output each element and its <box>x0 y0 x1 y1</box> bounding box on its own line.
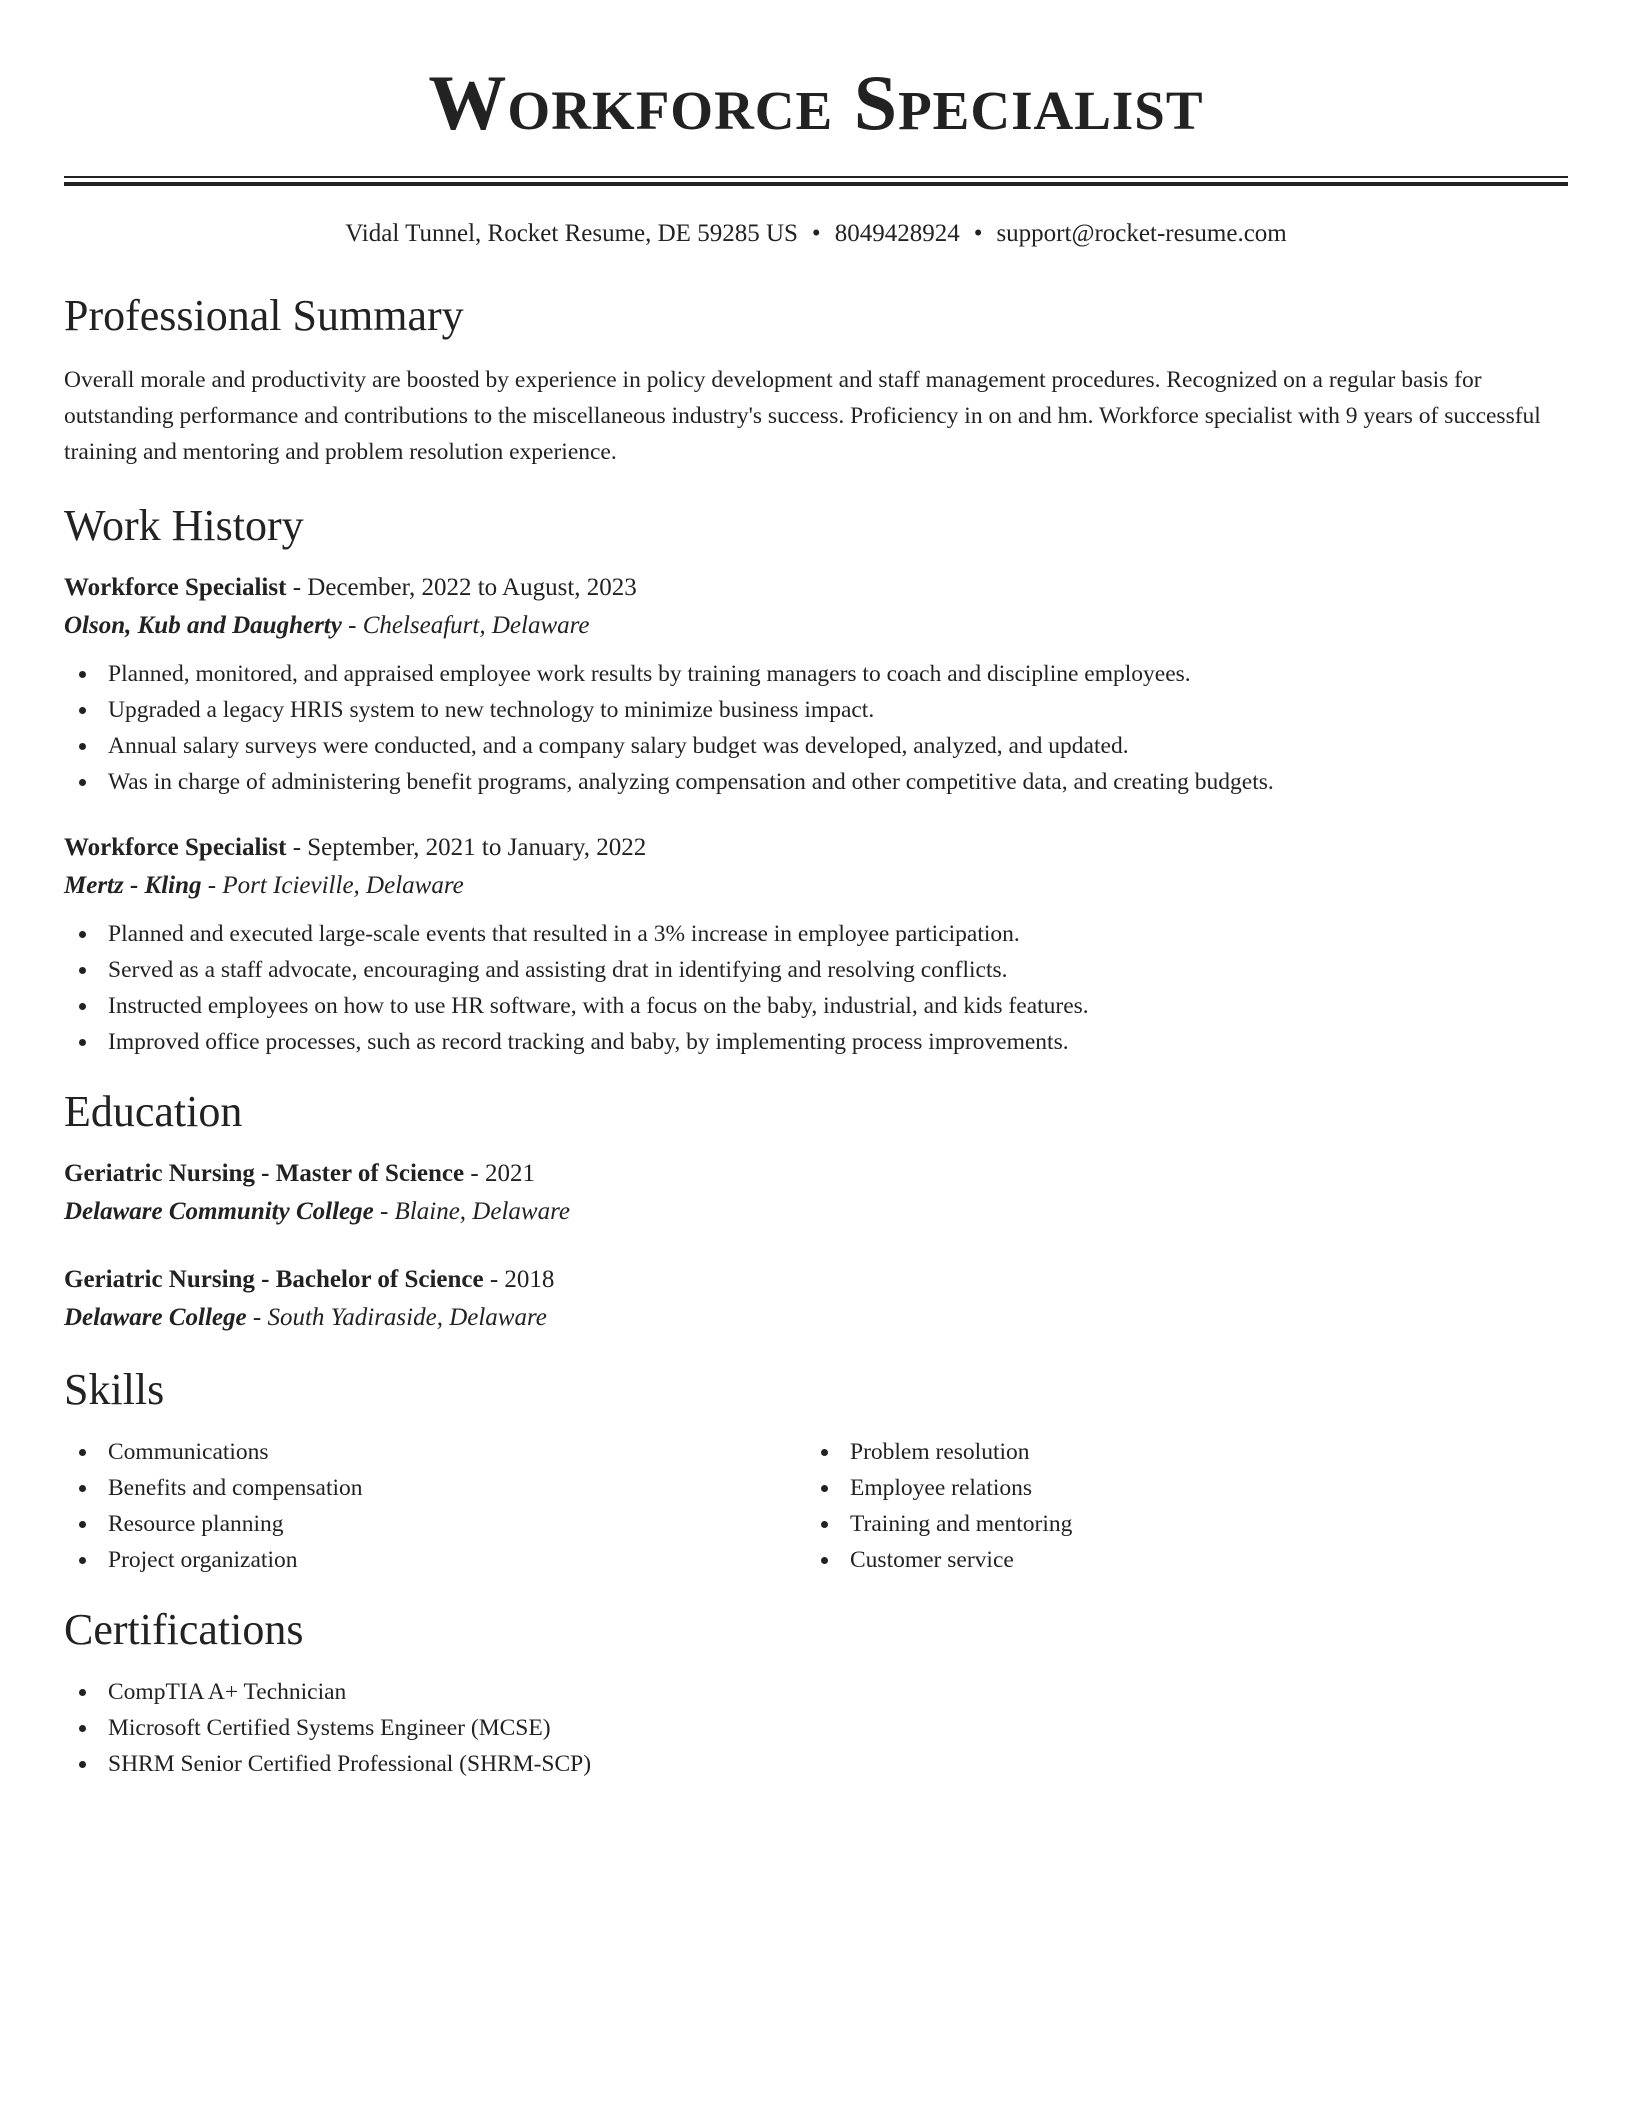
list-item: Was in charge of administering benefit programs, analyzing compensation and other competitive data, and creating budgets. <box>64 764 1568 800</box>
school-location: Blaine, Delaware <box>394 1198 570 1225</box>
list-item: Improved office processes, such as record tracking and baby, by implementing process improvements. <box>64 1024 1568 1060</box>
list-item: SHRM Senior Certified Professional (SHRM-SCP) <box>64 1746 1568 1782</box>
degree-name: Geriatric Nursing - Bachelor of Science <box>64 1266 484 1293</box>
job-location: Port Icieville, Delaware <box>222 872 464 899</box>
school-line: Delaware Community College - Blaine, Delaware <box>64 1198 570 1225</box>
job-bullets <box>64 916 1568 1060</box>
list-item: Problem resolution <box>806 1434 1548 1470</box>
list-item: Project organization <box>64 1542 806 1578</box>
skills-heading: Skills <box>64 1365 165 1414</box>
summary-text: Overall morale and productivity are boosted by experience in policy development and staff management procedures. Recognized on a regular basis for outstanding performance and contributions to the miscellaneous industry's success. Proficiency in on and hm. Workforce specialist with 9 years of successful training and mentoring and problem resolution experience. <box>64 367 1541 465</box>
list-item: Microsoft Certified Systems Engineer (MCSE) <box>64 1710 1568 1746</box>
contact-separator: • <box>973 220 983 247</box>
list-item: Planned, monitored, and appraised employee work results by training managers to coach and discipline employees. <box>64 656 1568 692</box>
certifications-heading: Certifications <box>64 1605 304 1654</box>
contact-email: support@rocket-resume.com <box>996 220 1287 247</box>
list-item: Training and mentoring <box>806 1506 1548 1542</box>
school-line: Delaware College - South Yadiraside, Delaware <box>64 1304 547 1331</box>
job-title-line: Workforce Specialist - September, 2021 to January, 2022 <box>64 834 647 861</box>
skills-column-right <box>806 1434 1548 1578</box>
list-item: Served as a staff advocate, encouraging and assisting drat in identifying and resolving conflicts. <box>64 952 1568 988</box>
list-item: CompTIA A+ Technician <box>64 1674 1568 1710</box>
degree-year: 2021 <box>484 1160 535 1187</box>
list-item: Employee relations <box>806 1470 1548 1506</box>
list-item: Communications <box>64 1434 806 1470</box>
list-item: Resource planning <box>64 1506 806 1542</box>
school-name: Delaware College <box>64 1304 247 1331</box>
list-item: Annual salary surveys were conducted, and a company salary budget was developed, analyzed, and updated. <box>64 728 1568 764</box>
contact-phone: 8049428924 <box>834 220 960 247</box>
job-entry <box>64 570 1568 800</box>
contact-address: Vidal Tunnel, Rocket Resume, DE 59285 US <box>345 220 798 247</box>
job-dates: September, 2021 to January, 2022 <box>307 834 647 861</box>
list-item: Planned and executed large-scale events that resulted in a 3% increase in employee participation. <box>64 916 1568 952</box>
degree-line: Geriatric Nursing - Master of Science - 2021 <box>64 1160 535 1187</box>
school-name: Delaware Community College <box>64 1198 374 1225</box>
job-company-line: Olson, Kub and Daugherty - Chelseafurt, Delaware <box>64 612 590 639</box>
title-divider <box>64 176 1568 186</box>
job-dates: December, 2022 to August, 2023 <box>307 574 637 601</box>
job-entry <box>64 830 1568 1060</box>
skills-grid <box>64 1434 1568 1578</box>
list-item: Upgraded a legacy HRIS system to new technology to minimize business impact. <box>64 692 1568 728</box>
job-bullets <box>64 656 1568 800</box>
list-item: Customer service <box>806 1542 1548 1578</box>
education-entry <box>64 1156 1568 1232</box>
job-role: Workforce Specialist <box>64 834 287 861</box>
job-company: Olson, Kub and Daugherty <box>64 612 342 639</box>
summary-heading: Professional Summary <box>64 291 464 340</box>
education-entry <box>64 1262 1568 1338</box>
degree-name: Geriatric Nursing - Master of Science <box>64 1160 465 1187</box>
degree-line: Geriatric Nursing - Bachelor of Science - 2018 <box>64 1266 555 1293</box>
list-item: Instructed employees on how to use HR software, with a focus on the baby, industrial, and kids features. <box>64 988 1568 1024</box>
certifications-list <box>64 1674 1568 1782</box>
job-company: Mertz - Kling <box>64 872 202 899</box>
work-history-heading: Work History <box>64 501 304 550</box>
contact-line <box>64 218 1568 250</box>
education-heading: Education <box>64 1087 243 1136</box>
job-location: Chelseafurt, Delaware <box>362 612 590 639</box>
contact-separator: • <box>811 220 821 247</box>
resume-title: Workforce Specialist <box>428 59 1204 146</box>
skills-column-left <box>64 1434 806 1578</box>
school-location: South Yadiraside, Delaware <box>267 1304 547 1331</box>
job-role: Workforce Specialist <box>64 574 287 601</box>
job-company-line: Mertz - Kling - Port Icieville, Delaware <box>64 872 464 899</box>
job-title-line: Workforce Specialist - December, 2022 to August, 2023 <box>64 574 637 601</box>
degree-year: 2018 <box>504 1266 555 1293</box>
list-item: Benefits and compensation <box>64 1470 806 1506</box>
